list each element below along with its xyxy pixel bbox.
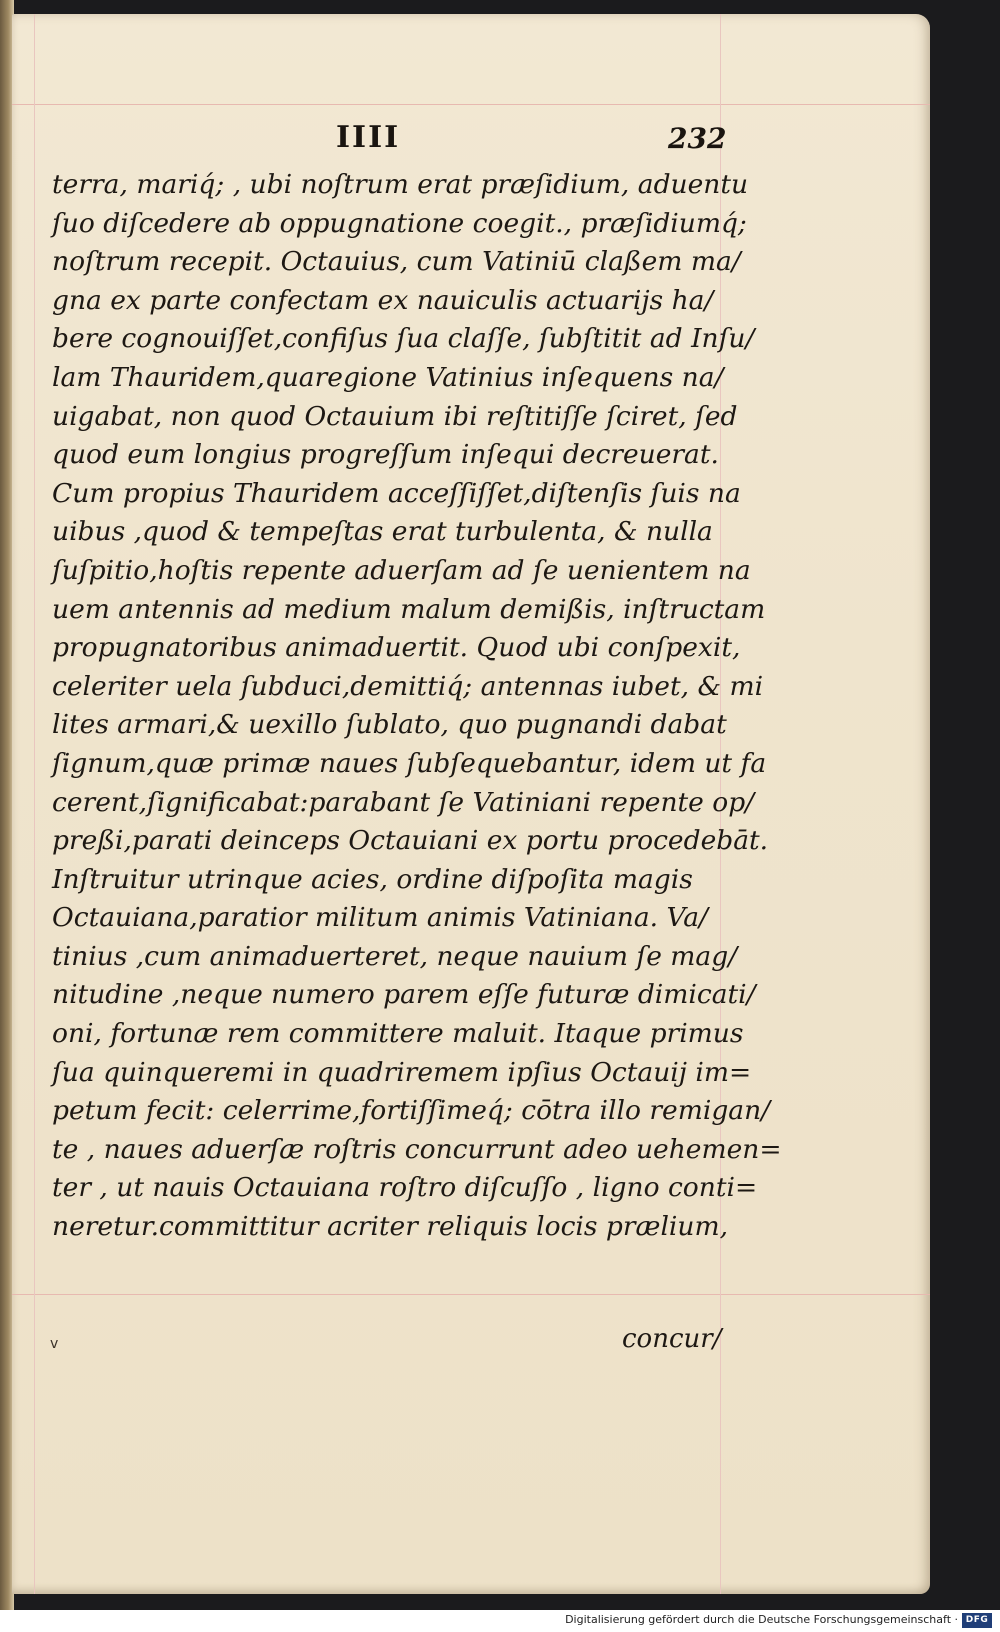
text-line: quod eum longius progreſſum inſequi decreuerat.: [52, 439, 719, 471]
text-line: ſua quinqueremi in quadriremem ipſius Octauij im=: [52, 1056, 752, 1088]
signature-mark: IIII: [336, 120, 401, 155]
ruling-line-left: [34, 14, 35, 1594]
text-line: oni, fortunæ rem committere maluit. Itaque primus: [52, 1018, 744, 1050]
folio-number: 232: [668, 122, 727, 155]
text-line: noſtrum recepit. Octauius, cum Vatiniū claßem ma/: [52, 246, 741, 278]
text-line: bere cognouiſſet,confiſus ſua claſſe, ſubſtitit ad Inſu/: [52, 323, 755, 355]
ruling-line-top: [12, 104, 930, 105]
footer-bar: [0, 1610, 1000, 1632]
text-line: preßi,parati deinceps Octauiani ex portu procedebāt.: [52, 825, 769, 857]
text-line: celeriter uela ſubduci,demittiq́; antennas iubet, & mi: [52, 670, 764, 702]
dfg-logo: DFG: [962, 1613, 992, 1628]
page-header: [12, 114, 930, 160]
text-line: uibus ,quod & tempeſtas erat turbulenta, & nulla: [52, 516, 713, 548]
funding-credit: Digitalisierung gefördert durch die Deutsche Forschungsgemeinschaft ·: [565, 1613, 958, 1626]
text-line: terra, mariq́; , ubi noſtrum erat præſidium, aduentu: [52, 169, 749, 200]
text-line: ſuſpitio,hoſtis repente aduerſam ad ſe uenientem na: [52, 554, 751, 586]
ruling-line-bottom: [12, 1294, 930, 1295]
text-line: uigabat, non quod Octauium ibi reſtitiſſe ſciret, ſed: [52, 400, 738, 432]
text-line: Inſtruitur utrinque acies, ordine diſpoſita magis: [52, 863, 693, 895]
text-line: ſignum,quæ primæ naues ſubſequebantur, idem ut fa: [52, 747, 767, 779]
text-line: neretur.committitur acriter reliquis locis prælium,: [52, 1211, 729, 1243]
text-line: te , naues aduerſæ roſtris concurrunt adeo uehemen=: [52, 1133, 782, 1165]
text-line: ter , ut nauis Octauiana roſtro diſcuſſo , ligno conti=: [52, 1172, 758, 1204]
text-line: petum fecit: celerrime,fortiſſimeq́; cōtra illo remigan/: [52, 1095, 771, 1127]
text-line: lites armari,& uexillo ſublato, quo pugnandi dabat: [52, 709, 727, 741]
stray-ink-mark: v: [50, 1336, 59, 1352]
text-line: Cum propius Thauridem acceſſiſſet,diſtenſis ſuis na: [52, 477, 741, 509]
text-line: nitudine ,neque numero parem eſſe futuræ dimicati/: [52, 979, 756, 1011]
text-line: cerent,ſignificabat:parabant ſe Vatiniani repente op/: [52, 786, 755, 818]
text-line: ſuo diſcedere ab oppugnatione coegit., præſidiumq́;: [52, 207, 747, 239]
text-line: Octauiana,paratior militum animis Vatiniana. Va/: [52, 902, 708, 934]
text-line: gna ex parte confectam ex nauiculis actuarijs ha/: [52, 284, 714, 316]
text-line: tinius ,cum animaduerteret, neque nauium ſe mag/: [52, 940, 738, 972]
body-text: [52, 166, 782, 1247]
catchword: concur/: [622, 1324, 722, 1354]
text-line: propugnatoribus animaduertit. Quod ubi conſpexit,: [52, 632, 741, 664]
text-line: lam Thauridem,quaregione Vatinius inſequens na/: [52, 361, 724, 393]
text-line: uem antennis ad medium malum demißis, inſtructam: [52, 593, 766, 625]
book-page: [12, 14, 930, 1594]
